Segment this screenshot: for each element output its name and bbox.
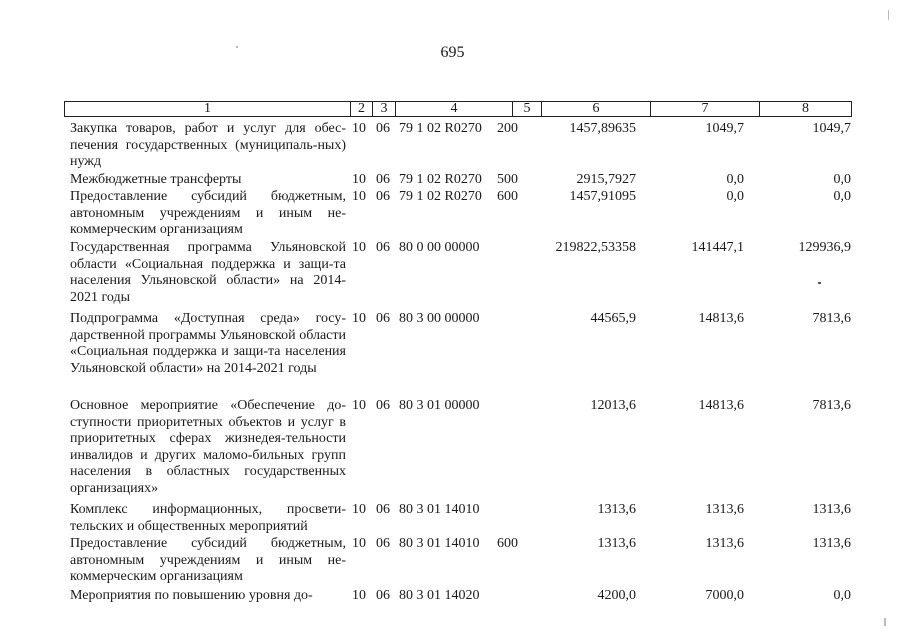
row-name: Комплекс информационных, просвети-тельских и общественных мероприятий xyxy=(70,502,346,534)
row-name: Подпрограмма «Доступная среда» госу-дарственной программы Ульяновской области «Социальная поддержка и защи-та населения Ульяновской области» на 2014-2021 годы xyxy=(70,311,346,376)
row-value-7: 1313,6 xyxy=(705,502,744,517)
scan-speck xyxy=(884,618,886,626)
row-expense-type: 600 xyxy=(497,189,518,204)
row-value-8: 7813,6 xyxy=(812,398,851,413)
row-subsection: 06 xyxy=(376,502,390,517)
row-value-7: 141447,1 xyxy=(691,240,744,255)
row-value-7: 0,0 xyxy=(726,189,744,204)
row-target-code: 79 1 02 R0270 xyxy=(399,189,482,204)
row-value-7: 1049,7 xyxy=(705,121,744,136)
row-subsection: 06 xyxy=(376,311,390,326)
header-col-7: 7 xyxy=(651,102,760,116)
row-value-6: 44565,9 xyxy=(590,311,636,326)
row-value-7: 14813,6 xyxy=(698,398,744,413)
row-value-8: 0,0 xyxy=(833,189,851,204)
row-target-code: 79 1 02 R0270 xyxy=(399,121,482,136)
row-subsection: 06 xyxy=(376,588,390,603)
row-subsection: 06 xyxy=(376,536,390,551)
header-col-1: 1 xyxy=(65,102,351,116)
row-expense-type: 500 xyxy=(497,172,518,187)
row-name: Межбюджетные трансферты xyxy=(70,172,242,187)
row-target-code: 80 3 01 14010 xyxy=(399,502,480,517)
page-number: 695 xyxy=(440,44,465,61)
row-value-8: 0,0 xyxy=(833,172,851,187)
row-subsection: 06 xyxy=(376,172,390,187)
row-name: Государственная программа Ульяновской области «Социальная поддержка и защи-та населения Ульяновской области» на 2014-2021 годы xyxy=(70,240,346,305)
scan-speck xyxy=(888,10,889,20)
row-value-8: 1313,6 xyxy=(812,536,851,551)
header-col-5: 5 xyxy=(513,102,542,116)
row-target-code: 80 3 01 14020 xyxy=(399,588,480,603)
header-col-8: 8 xyxy=(802,101,809,116)
row-name: Предоставление субсидий бюджетным, автономным учреждениям и иным не-коммерческим организациям xyxy=(70,536,346,584)
row-value-8: 7813,6 xyxy=(812,311,851,326)
row-name: Основное мероприятие «Обеспечение до-ступности приоритетных объектов и услуг в приоритетных сферах жизнедея-тельности инвалидов и других маломо-бильных групп населения в областных государственных организациях» xyxy=(70,398,346,496)
header-col-2: 2 xyxy=(351,102,373,116)
row-section: 10 xyxy=(352,398,366,413)
row-subsection: 06 xyxy=(376,189,390,204)
row-name: Предоставление субсидий бюджетным, автономным учреждениям и иным не-коммерческим организациям xyxy=(70,189,346,237)
row-expense-type: 200 xyxy=(497,121,518,136)
row-target-code: 80 0 00 00000 xyxy=(399,240,480,255)
row-value-8: 1049,7 xyxy=(812,121,851,136)
row-value-6: 1457,91095 xyxy=(569,189,636,204)
row-name: Мероприятия по повышению уровня до- xyxy=(70,588,313,603)
row-value-6: 1313,6 xyxy=(597,536,636,551)
row-subsection: 06 xyxy=(376,398,390,413)
header-col-6: 6 xyxy=(542,102,651,116)
scan-speck xyxy=(236,46,238,48)
row-section: 10 xyxy=(352,311,366,326)
row-subsection: 06 xyxy=(376,240,390,255)
row-target-code: 79 1 02 R0270 xyxy=(399,172,482,187)
row-name: Закупка товаров, работ и услуг для обес-печения государственных (муниципаль-ных) нужд xyxy=(70,121,346,169)
row-value-6: 4200,0 xyxy=(597,588,636,603)
row-section: 10 xyxy=(352,502,366,517)
row-target-code: 80 3 00 00000 xyxy=(399,311,480,326)
row-expense-type: 600 xyxy=(497,536,518,551)
row-value-8: 0,0 xyxy=(833,588,851,603)
row-value-7: 0,0 xyxy=(726,172,744,187)
row-section: 10 xyxy=(352,121,366,136)
row-section: 10 xyxy=(352,189,366,204)
row-value-6: 219822,53358 xyxy=(555,240,636,255)
row-section: 10 xyxy=(352,172,366,187)
row-section: 10 xyxy=(352,588,366,603)
row-value-7: 14813,6 xyxy=(698,311,744,326)
row-target-code: 80 3 01 14010 xyxy=(399,536,480,551)
table-header xyxy=(64,101,852,117)
header-col-4: 4 xyxy=(396,102,513,116)
row-section: 10 xyxy=(352,536,366,551)
row-value-6: 1313,6 xyxy=(597,502,636,517)
row-value-8: 1313,6 xyxy=(812,502,851,517)
row-value-8: 129936,9 xyxy=(798,240,851,255)
row-target-code: 80 3 01 00000 xyxy=(399,398,480,413)
row-value-6: 1457,89635 xyxy=(569,121,636,136)
scan-speck xyxy=(818,282,821,284)
row-value-7: 1313,6 xyxy=(705,536,744,551)
row-value-6: 12013,6 xyxy=(590,398,636,413)
header-col-3: 3 xyxy=(373,102,396,116)
row-value-6: 2915,7927 xyxy=(576,172,636,187)
row-section: 10 xyxy=(352,240,366,255)
row-value-7: 7000,0 xyxy=(705,588,744,603)
row-subsection: 06 xyxy=(376,121,390,136)
